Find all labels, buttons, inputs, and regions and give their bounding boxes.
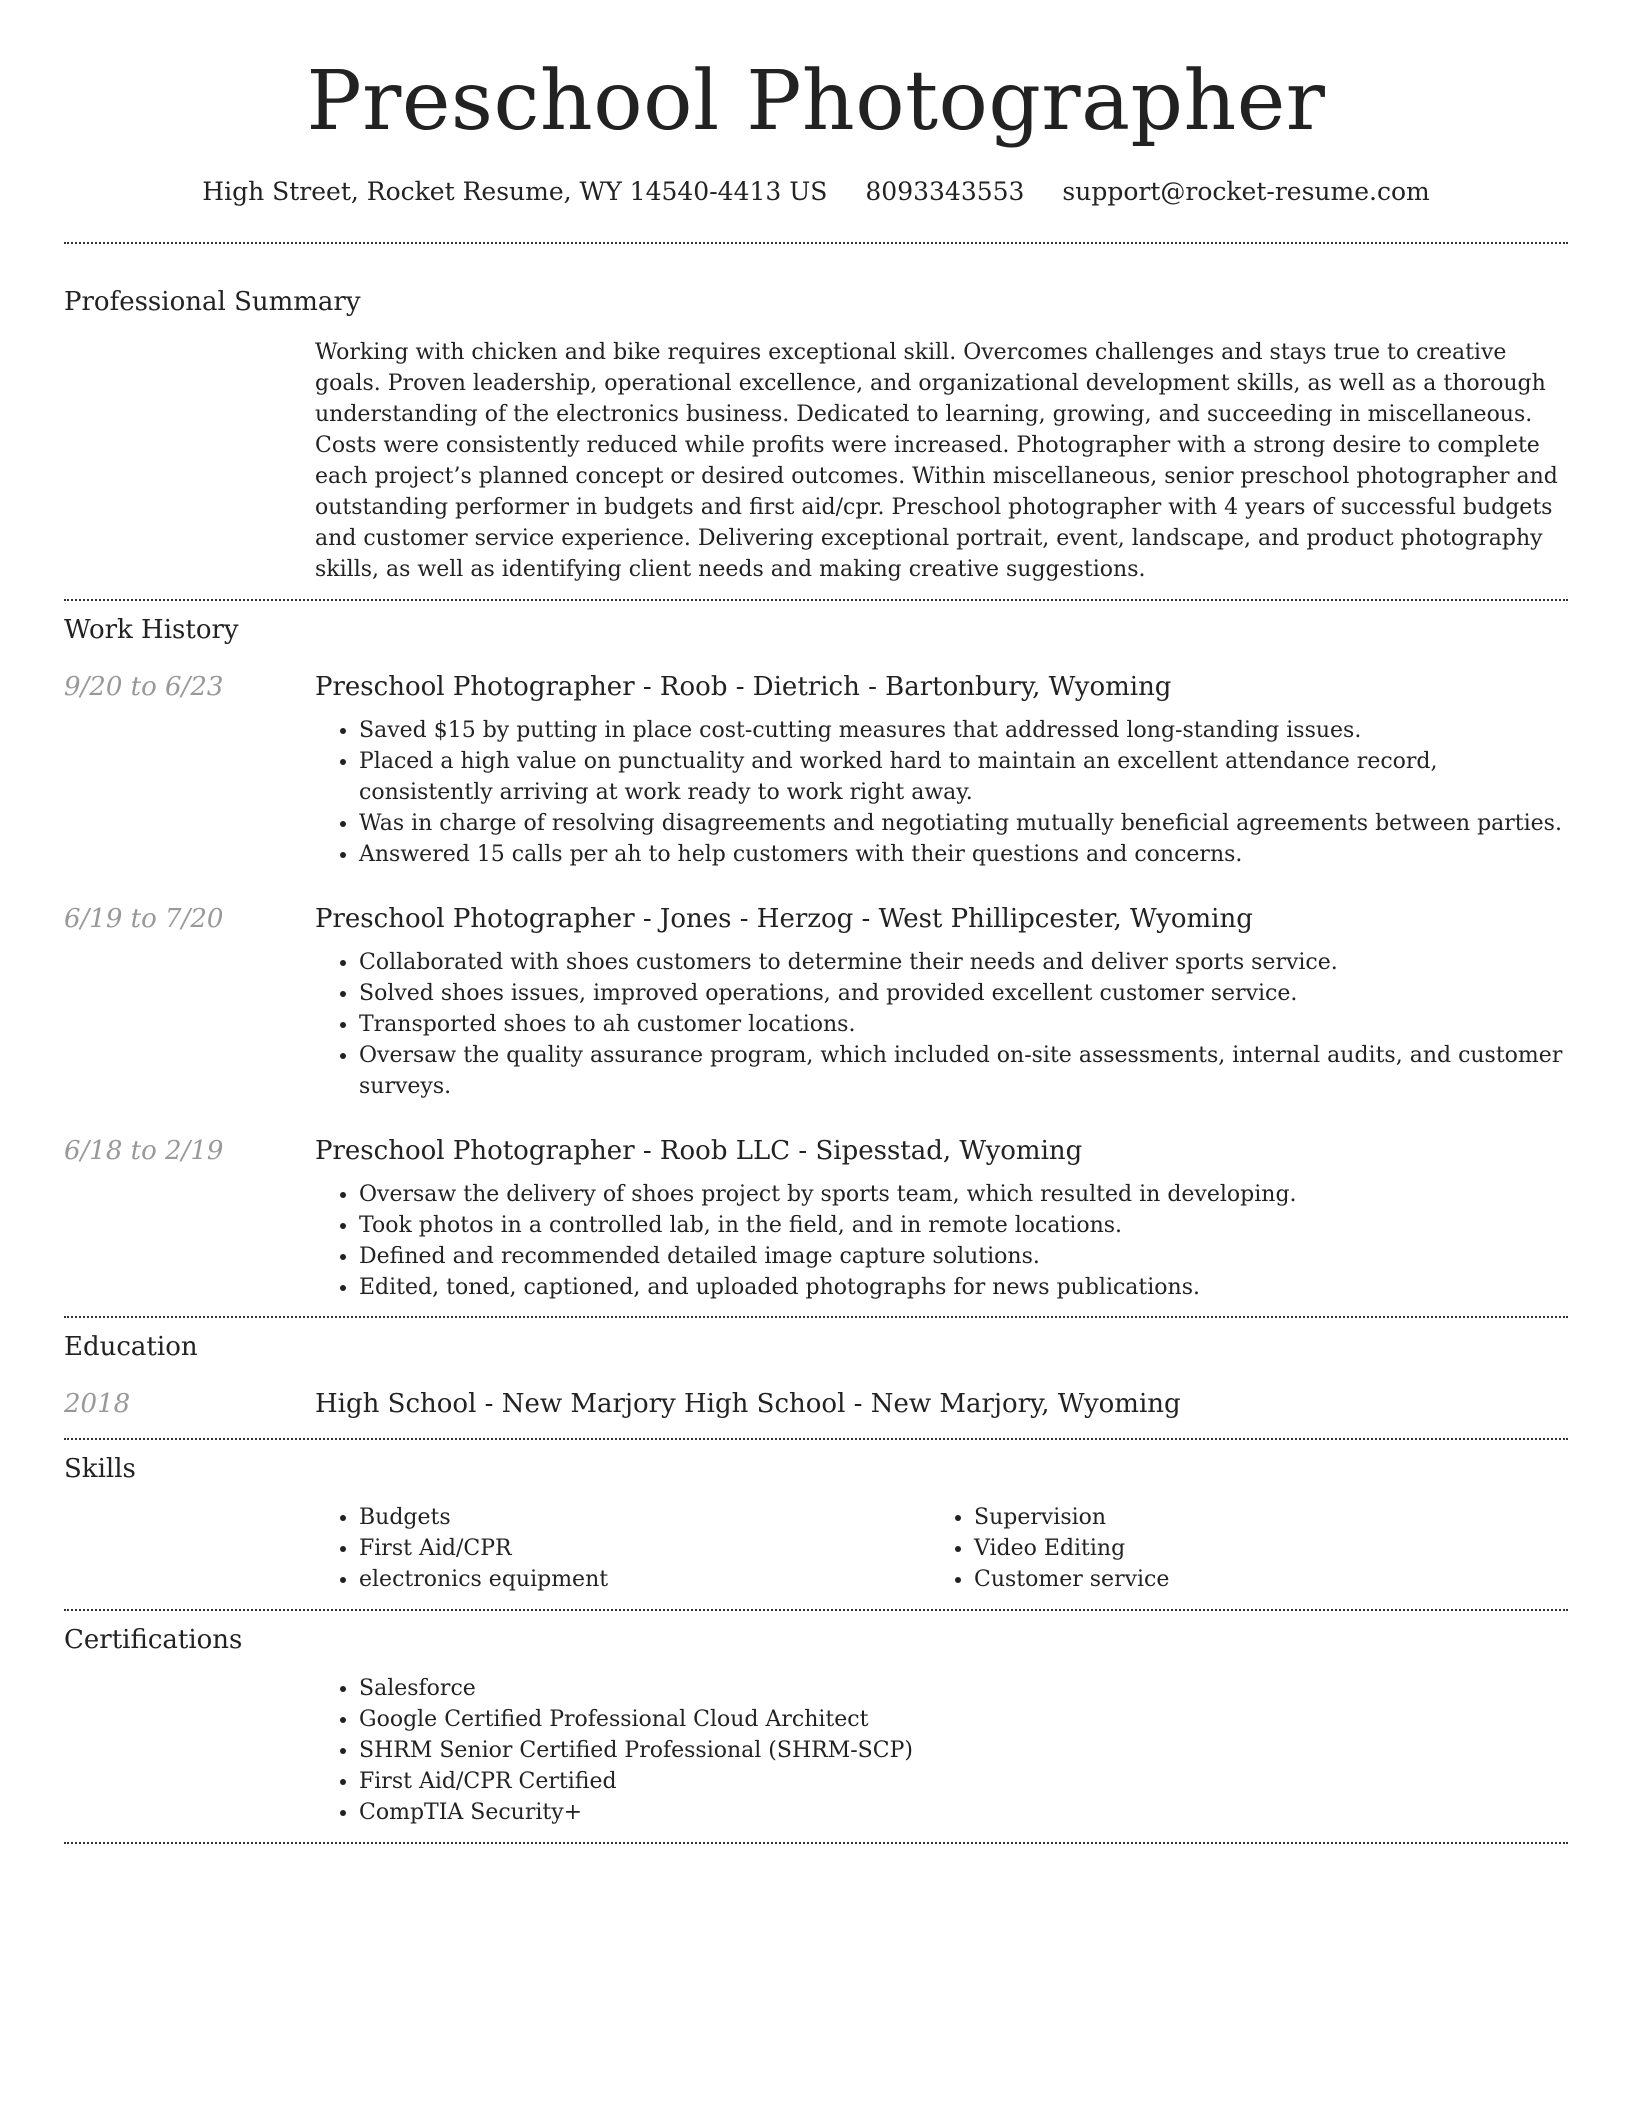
contact-line — [64, 174, 1568, 210]
certification-item: • First Aid/CPR Certified — [359, 1766, 1568, 1797]
job-bullets — [315, 1179, 1568, 1303]
job-dates: 6/19 to 7/20 — [64, 904, 224, 934]
contact-address: High Street, Rocket Resume, WY 14540-4413 US — [202, 177, 828, 206]
skills-grid — [315, 1502, 1568, 1595]
list-item: • Oversaw the quality assurance program, which included on-site assessments, internal audits, and customer surveys. — [359, 1040, 1568, 1102]
job-title: Preschool Photographer - Roob - Dietrich - Bartonbury, Wyoming — [315, 672, 1172, 702]
skill-item: • Video Editing — [974, 1533, 1545, 1564]
contact-phone: 8093343553 — [865, 177, 1025, 206]
skill-item: • Customer service — [974, 1564, 1545, 1595]
divider — [64, 599, 1568, 601]
skill-item: • electronics equipment — [359, 1564, 930, 1595]
certification-item: • SHRM Senior Certified Professional (SHRM-SCP) — [359, 1735, 1568, 1766]
job-entry — [64, 669, 1568, 870]
section-title-skills: Skills — [64, 1454, 136, 1484]
job-bullets — [315, 715, 1568, 870]
list-item: • Collaborated with shoes customers to determine their needs and deliver sports service. — [359, 947, 1568, 978]
list-item: • Solved shoes issues, improved operations, and provided excellent customer service. — [359, 978, 1568, 1009]
section-title-summary: Professional Summary — [64, 287, 361, 317]
skills-list-left — [315, 1502, 930, 1595]
section-title-certifications: Certifications — [64, 1625, 243, 1655]
skills-list-right — [930, 1502, 1545, 1595]
list-item: • Oversaw the delivery of shoes project by sports team, which resulted in developing. — [359, 1179, 1568, 1210]
job-title: Preschool Photographer - Roob LLC - Sipesstad, Wyoming — [315, 1136, 1083, 1166]
job-dates: 6/18 to 2/19 — [64, 1136, 224, 1166]
skill-item: • Budgets — [359, 1502, 930, 1533]
section-title-work-history: Work History — [64, 615, 239, 645]
list-item: • Placed a high value on punctuality and worked hard to maintain an excellent attendance record, consistently arriving at work ready to work right away. — [359, 746, 1568, 808]
resume-page — [64, 0, 1568, 1844]
certifications-list — [315, 1673, 1568, 1828]
job-bullets — [315, 947, 1568, 1102]
list-item: • Was in charge of resolving disagreements and negotiating mutually beneficial agreements between parties. — [359, 808, 1568, 839]
job-entry — [64, 901, 1568, 1102]
job-title: Preschool Photographer - Jones - Herzog - West Phillipcester, Wyoming — [315, 904, 1253, 934]
list-item: • Answered 15 calls per ah to help customers with their questions and concerns. — [359, 839, 1568, 870]
job-entry — [64, 1133, 1568, 1303]
divider — [64, 1438, 1568, 1440]
summary-text: Working with chicken and bike requires exceptional skill. Overcomes challenges and stays true to creative goals. Proven leadership, operational excellence, and organizational development skills, as well as a thorough understanding of the electronics business. Dedicated to learning, growing, and succeeding in miscellaneous. Costs were consistently reduced while profits were increased. Photographer with a strong desire to complete each project’s planned concept or desired outcomes. Within miscellaneous, senior preschool photographer and outstanding performer in budgets and first aid/cpr. Preschool photographer with 4 years of successful budgets and customer service experience. Delivering exceptional portrait, event, landscape, and product photography skills, as well as identifying client needs and making creative suggestions. — [315, 340, 1558, 582]
skill-item: • Supervision — [974, 1502, 1545, 1533]
divider — [64, 1316, 1568, 1318]
certification-item: • CompTIA Security+ — [359, 1797, 1568, 1828]
divider — [64, 1842, 1568, 1844]
section-title-education: Education — [64, 1332, 198, 1362]
education-year: 2018 — [64, 1389, 131, 1419]
divider — [64, 1609, 1568, 1611]
list-item: • Edited, toned, captioned, and uploaded photographs for news publications. — [359, 1272, 1568, 1303]
job-dates: 9/20 to 6/23 — [64, 672, 224, 702]
education-title: High School - New Marjory High School - New Marjory, Wyoming — [315, 1389, 1181, 1419]
list-item: • Defined and recommended detailed image capture solutions. — [359, 1241, 1568, 1272]
certification-item: • Google Certified Professional Cloud Architect — [359, 1704, 1568, 1735]
skill-item: • First Aid/CPR — [359, 1533, 930, 1564]
list-item: • Transported shoes to ah customer locations. — [359, 1009, 1568, 1040]
list-item: • Took photos in a controlled lab, in the field, and in remote locations. — [359, 1210, 1568, 1241]
divider — [64, 242, 1568, 244]
list-item: • Saved $15 by putting in place cost-cutting measures that addressed long-standing issues. — [359, 715, 1568, 746]
contact-email: support@rocket-resume.com — [1062, 177, 1430, 206]
resume-name: Preschool Photographer — [306, 54, 1326, 149]
education-entry — [64, 1386, 1568, 1422]
certification-item: • Salesforce — [359, 1673, 1568, 1704]
